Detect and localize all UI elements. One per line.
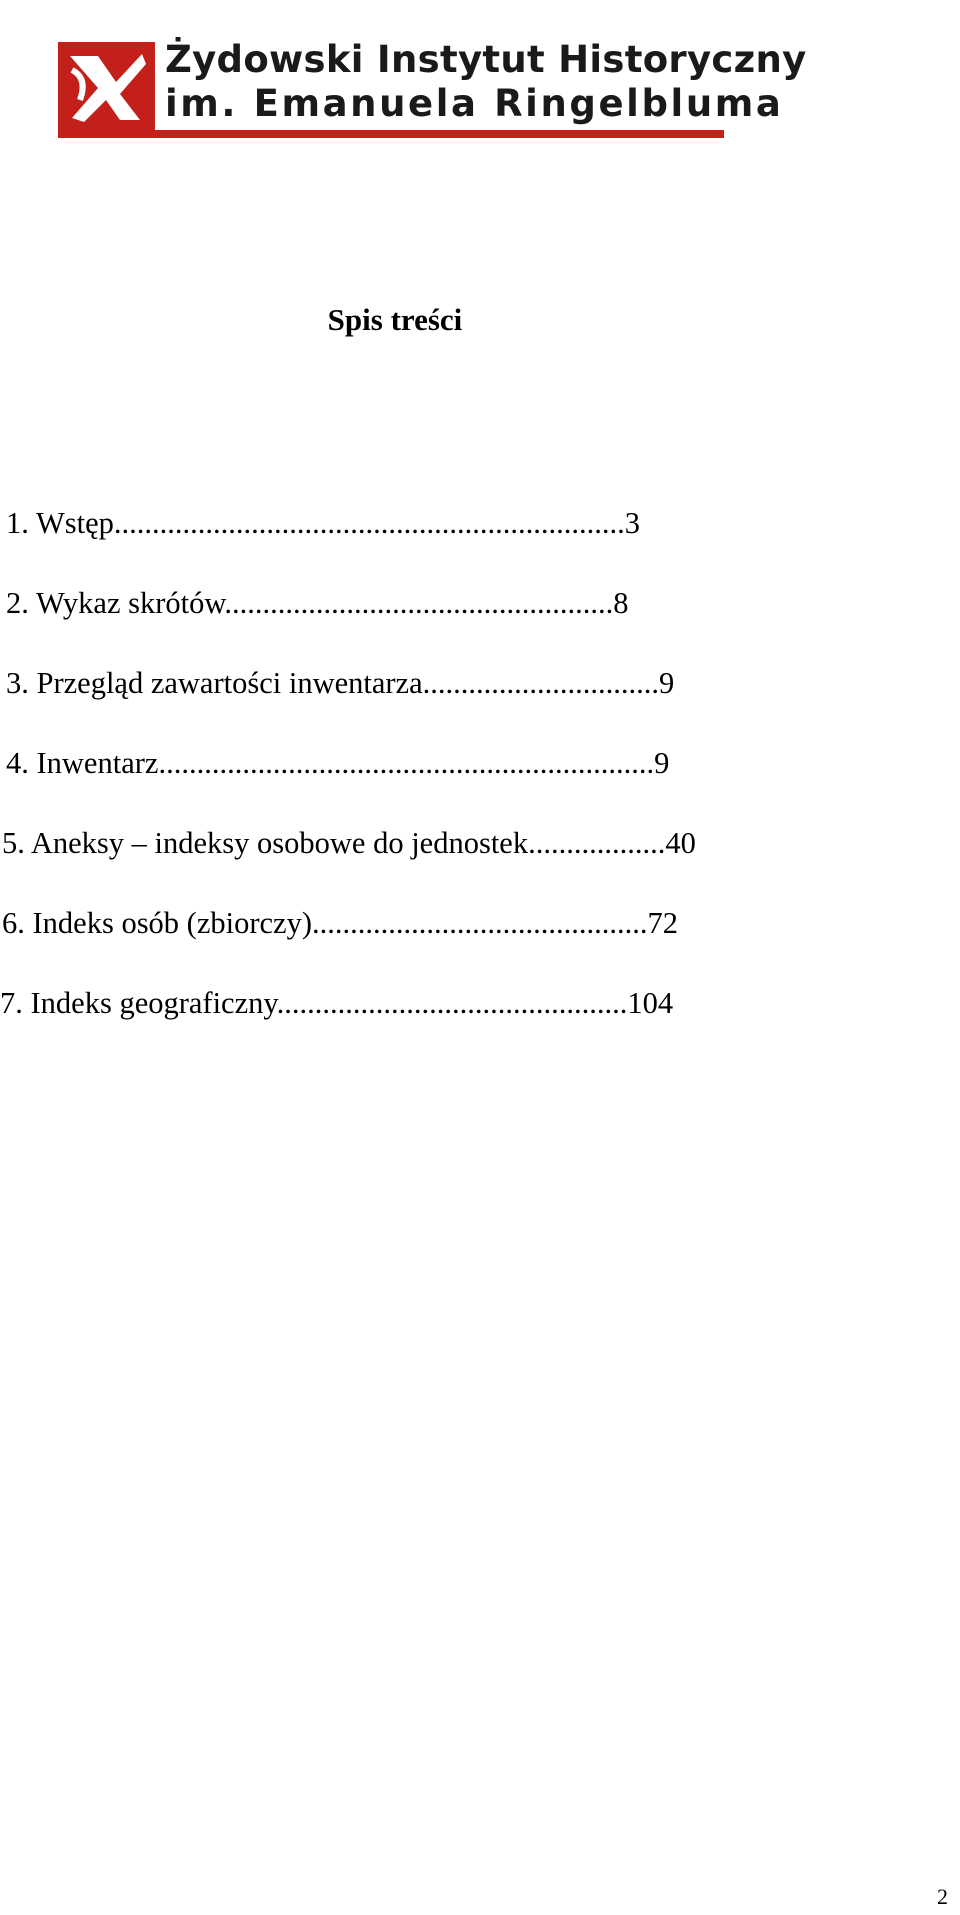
toc-entry-leader: ............................................ [312,906,648,940]
toc-entry-label: 7. Indeks geograficzny [0,986,277,1020]
toc-entry-2 [6,583,629,623]
toc-entry-leader: .................. [528,826,666,860]
logo-text-line2: im. Emanuela Ringelbluma [165,82,784,125]
page-number: 2 [937,1884,948,1909]
toc-entry-label: 2. Wykaz skrótów [6,586,225,620]
toc-entry-leader: ................................................................. [158,746,655,780]
toc-entry-label: 4. Inwentarz [6,746,159,780]
toc-entry-page: 72 [647,906,678,940]
toc-entry-6 [2,903,678,943]
toc-entry-leader: .............................................. [276,986,628,1020]
institute-logo [58,38,807,140]
toc-entry-page: 3 [624,506,640,540]
toc-entry-label: 5. Aneksy – indeksy osobowe do jednostek [2,826,529,860]
logo-underline-bar [58,130,724,138]
toc-entry-7 [0,983,673,1023]
logo-text-line1: Żydowski Instytut Historyczny [165,38,807,81]
toc-entry-1 [6,503,640,543]
toc-entry-leader: ................................................... [224,586,614,620]
toc-entry-page: 8 [613,586,629,620]
toc-entry-4 [6,743,669,783]
toc-entry-page: 9 [654,746,670,780]
toc-entry-5 [2,823,696,863]
toc-entry-leader: ................................................................... [113,506,625,540]
toc-entry-label: 6. Indeks osób (zbiorczy) [2,906,312,940]
logo-emblem-icon [58,42,155,132]
toc-entry-label: 1. Wstęp [6,506,114,540]
toc-entry-page: 40 [665,826,696,860]
page-title: Spis treści [327,302,463,337]
toc-entry-page: 9 [659,666,675,700]
toc-entry-leader: ............................... [422,666,660,700]
toc-entry-label: 3. Przegląd zawartości inwentarza [6,666,423,700]
toc-entry-3 [6,663,674,703]
toc-entry-page: 104 [627,986,674,1020]
